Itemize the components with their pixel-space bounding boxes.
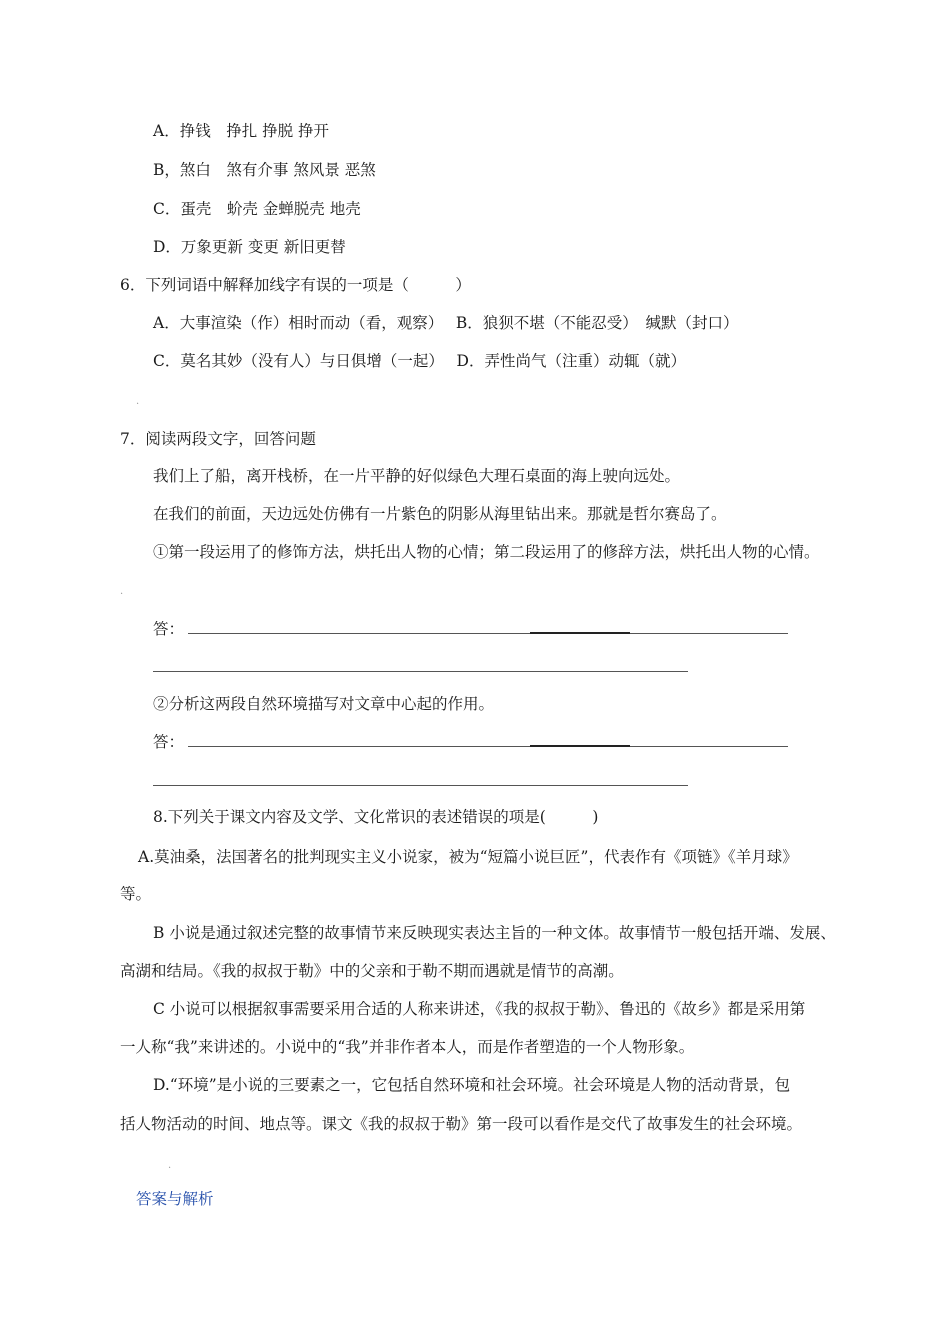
q7-answer-label-2: 答：	[153, 733, 185, 751]
q5-option-b: B，煞白 煞有介事 煞风景 恶煞	[153, 161, 376, 179]
q5-option-a: A．挣钱 挣扎 挣脱 挣开	[153, 122, 330, 140]
paragraph-mark: .	[136, 396, 140, 407]
q7-subquestion-1: ①第一段运用了的修饰方法，烘托出人物的心情；第二段运用了的修辞方法，烘托出人物的心情。	[153, 543, 820, 561]
q8-option-d-line1: D.“环境”是小说的三要素之一，它包括自然环境和社会环境。社会环境是人物的活动背景，包	[153, 1076, 791, 1094]
q8-option-a-line2: 等。	[120, 885, 152, 903]
answer-line[interactable]	[188, 633, 788, 634]
q7-subquestion-2: ②分析这两段自然环境描写对文章中心起的作用。	[153, 695, 495, 713]
q5-option-c: C．蛋壳 蚧壳 金蝉脱壳 地壳	[153, 200, 361, 218]
answer-line[interactable]	[188, 746, 788, 747]
q8-stem: 8.下列关于课文内容及文学、文化常识的表述错误的项是( )	[153, 808, 599, 826]
q7-passage-1: 我们上了船，离开栈桥，在一片平静的好似绿色大理石桌面的海上驶向远处。	[153, 467, 681, 485]
q7-stem: 7．阅读两段文字，回答问题	[120, 430, 316, 448]
answer-line[interactable]	[153, 785, 688, 786]
q5-option-d: D．万象更新 变更 新旧更替	[153, 238, 346, 256]
q6-options-ab: A．大事渲染（作）相时而动（看，观察） B．狼狈不堪（不能忍受） 缄默（封口）	[153, 314, 739, 332]
q8-option-b-line2: 高湖和结局。《我的叔叔于勒》中的父亲和于勒不期而遇就是情节的高潮。	[120, 962, 624, 980]
answer-line-segment	[530, 745, 630, 747]
answers-and-explanation-link[interactable]: 答案与解析	[136, 1190, 214, 1208]
paragraph-mark: .	[120, 586, 124, 597]
q6-options-cd: C．莫名其妙（没有人）与日俱增（一起） D．弄性尚气（注重）动辄（就）	[153, 352, 686, 370]
q8-option-c-line2: 一人称“我”来讲述的。小说中的“我”并非作者本人，而是作者塑造的一个人物形象。	[120, 1038, 695, 1056]
q8-option-b-line1: B 小说是通过叙述完整的故事情节来反映现实表达主旨的一种文体。故事情节一般包括开端、发展、	[153, 924, 836, 942]
q8-option-a-line1: A.莫油桑，法国著名的批判现实主义小说家，被为“短篇小说巨匠”，代表作有《项链》《羊月球》	[138, 848, 798, 866]
answer-line-segment	[530, 632, 630, 634]
paragraph-mark: .	[168, 1160, 172, 1171]
q6-stem: 6．下列词语中解释加线字有误的一项是（ ）	[120, 276, 471, 294]
q8-option-c-line1: C 小说可以根据叙事需要采用合适的人称来讲述，《我的叔叔于勒》、鲁迅的《故乡》都是采用第	[153, 1000, 806, 1018]
q7-answer-label-1: 答：	[153, 620, 185, 638]
q7-passage-2: 在我们的前面，天边远处仿佛有一片紫色的阴影从海里钻出来。那就是哲尔赛岛了。	[153, 505, 727, 523]
q8-option-d-line2: 括人物活动的时间、地点等。课文《我的叔叔于勒》第一段可以看作是交代了故事发生的社会环境。	[120, 1115, 803, 1133]
answer-line[interactable]	[153, 671, 688, 672]
